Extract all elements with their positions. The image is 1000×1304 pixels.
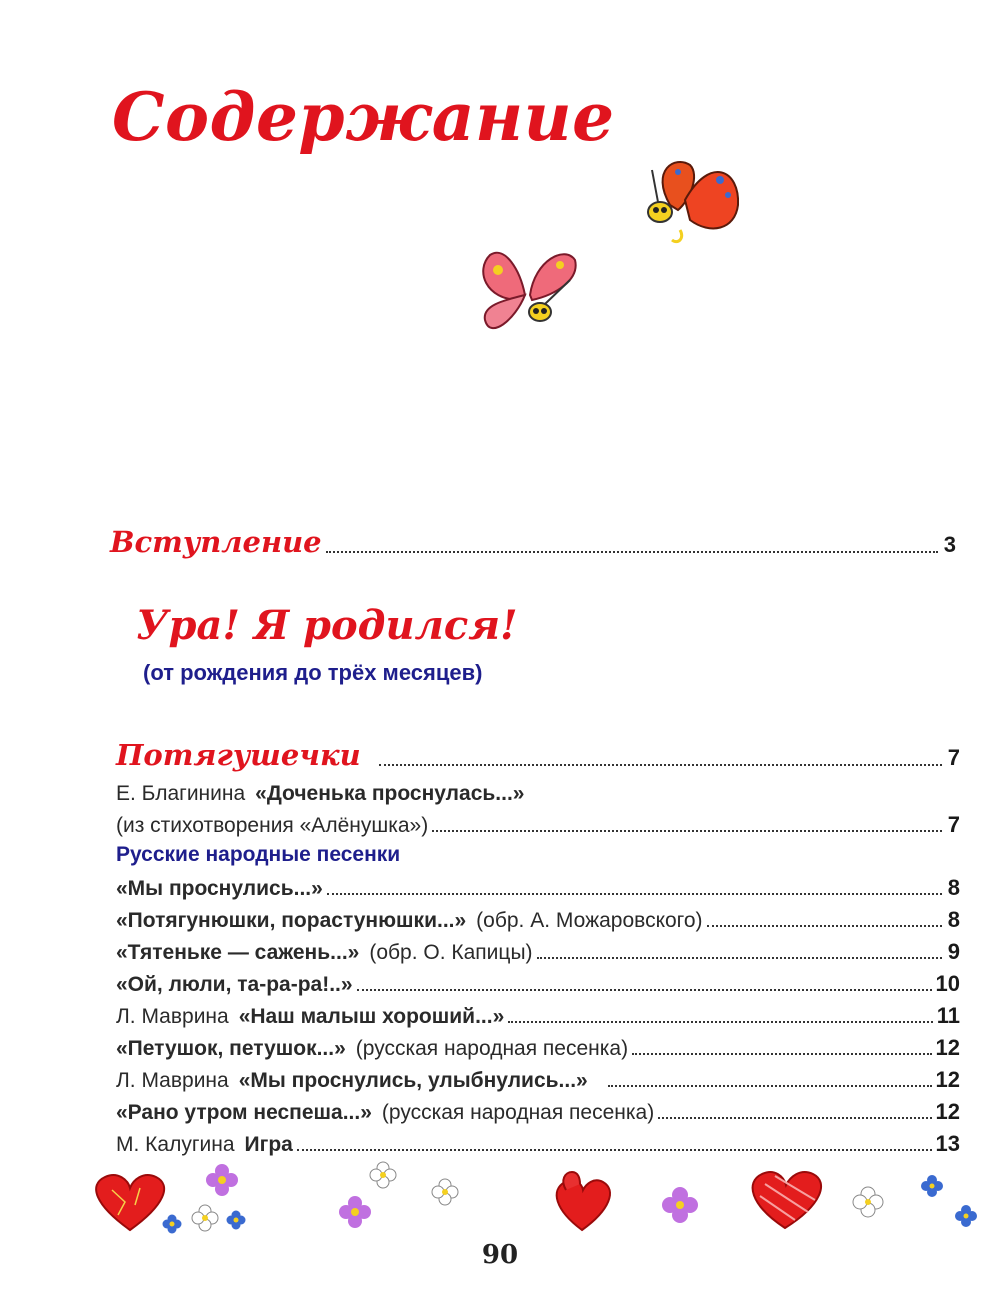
entry-author: Е. Благинина (116, 782, 246, 805)
entry-title: «Петушок, петушок...» (116, 1037, 346, 1060)
group-heading: Русские народные песенки (116, 843, 401, 866)
entry-author: Л. Маврина (116, 1005, 229, 1028)
toc-entry-row[interactable] (116, 1131, 960, 1157)
leader-dots (537, 953, 942, 959)
heart-icon (96, 1175, 164, 1230)
entry-title: «Доченька проснулась...» (255, 782, 525, 805)
toc-entry-row[interactable] (116, 939, 960, 965)
toc-entry-row[interactable] (116, 971, 960, 997)
toc-entry-row[interactable] (116, 782, 960, 806)
section-heading: Ура! Я родился! (136, 602, 518, 649)
toc-page-number: 11 (936, 1003, 960, 1028)
section-subtitle: (от рождения до трёх месяцев) (143, 660, 483, 685)
toc-entry-row[interactable] (116, 1003, 960, 1029)
flower-icon (432, 1179, 458, 1205)
entry-title: «Потягунюшки, порастунюшки...» (116, 909, 467, 932)
flower-icon (921, 1175, 943, 1197)
flower-icon (163, 1215, 182, 1234)
toc-page-number: 3 (943, 532, 956, 557)
entry-author: М. Калугина (116, 1133, 235, 1156)
entry-author: Л. Маврина (116, 1069, 229, 1092)
heart-icon (557, 1172, 610, 1230)
leader-dots (379, 760, 942, 766)
toc-page-number: 8 (947, 875, 960, 900)
toc-entry-row[interactable] (116, 1099, 960, 1125)
toc-page-number: 13 (935, 1131, 960, 1156)
entry-title: «Мы проснулись, улыбнулись...» (238, 1069, 588, 1092)
decorative-border (0, 1160, 1000, 1240)
entry-note: (обр. О. Капицы) (369, 941, 533, 964)
flower-icon (955, 1205, 977, 1227)
toc-intro-label: Вступление (110, 525, 322, 559)
entry-title: «Рано утром неспеша...» (116, 1101, 372, 1124)
leader-dots (707, 921, 942, 927)
entry-title: «Ой, люли, та-ра-ра!..» (116, 973, 353, 996)
butterfly-pink-icon (470, 240, 590, 350)
toc-entry-row[interactable] (116, 875, 960, 901)
toc-page-number: 7 (947, 812, 960, 837)
flower-icon (370, 1162, 396, 1188)
toc-entry-row[interactable] (116, 1035, 960, 1061)
toc-chapter-label: Потягушечки (116, 738, 361, 772)
entry-title: «Наш малыш хороший...» (238, 1005, 505, 1028)
toc-entry-row[interactable] (116, 1067, 960, 1093)
entry-note: (из стихотворения «Алёнушка») (116, 814, 429, 837)
toc-entry-row[interactable] (116, 907, 960, 933)
flower-icon (206, 1164, 238, 1196)
flower-icon (339, 1196, 371, 1228)
page-number: 90 (481, 1240, 519, 1270)
leader-dots (357, 985, 932, 991)
toc-page-number: 12 (935, 1067, 960, 1092)
entry-note: (русская народная песенка) (355, 1037, 629, 1060)
entry-note: (обр. А. Можаровского) (476, 909, 703, 932)
leader-dots (326, 547, 938, 553)
leader-dots (327, 889, 942, 895)
toc-page-number: 7 (947, 745, 960, 770)
flower-icon (662, 1187, 698, 1223)
flower-icon (192, 1205, 218, 1231)
leader-dots (297, 1145, 932, 1151)
toc-page-number: 10 (935, 971, 960, 996)
leader-dots (508, 1017, 932, 1023)
leader-dots (658, 1113, 931, 1119)
entry-title: «Мы проснулись...» (116, 877, 323, 900)
toc-page-number: 8 (947, 907, 960, 932)
heart-icon (753, 1172, 822, 1228)
butterfly-orange-icon (630, 150, 750, 250)
entry-note: (русская народная песенка) (381, 1101, 655, 1124)
flower-icon (853, 1187, 883, 1217)
toc-page-number: 12 (935, 1035, 960, 1060)
entry-title: Игра (244, 1133, 293, 1156)
toc-page-number: 9 (947, 939, 960, 964)
toc-intro-row[interactable] (110, 525, 956, 559)
page-title: Содержание (112, 78, 615, 156)
entry-title: «Тятеньке — сажень...» (116, 941, 360, 964)
toc-entry-row[interactable] (116, 812, 960, 838)
flower-icon (227, 1211, 246, 1230)
toc-chapter-row[interactable] (116, 738, 960, 772)
toc-page-number: 12 (935, 1099, 960, 1124)
leader-dots (632, 1049, 931, 1055)
leader-dots (432, 826, 942, 832)
leader-dots (608, 1081, 932, 1087)
